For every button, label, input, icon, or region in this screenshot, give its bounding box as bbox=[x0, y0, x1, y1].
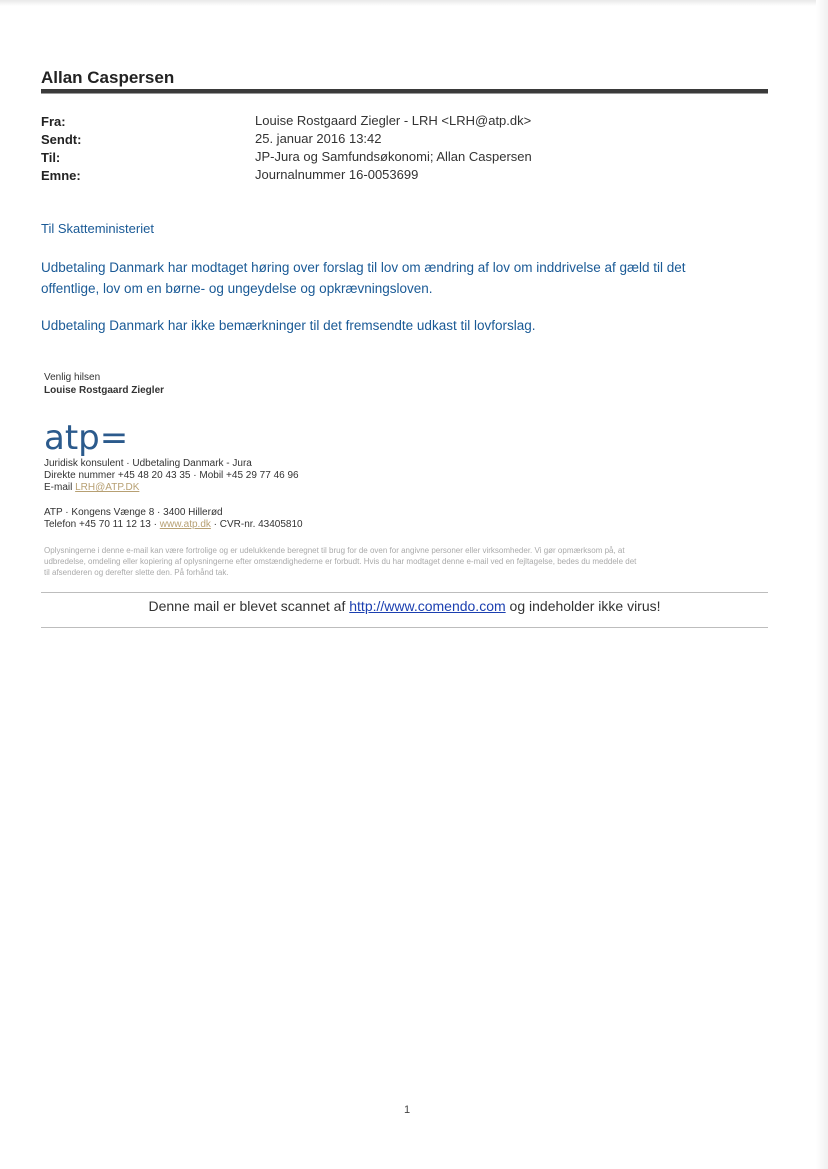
phone-prefix: Telefon +45 70 11 12 13 · bbox=[44, 519, 157, 530]
phone-line bbox=[44, 519, 303, 531]
disclaimer-line-1: Oplysningerne i denne e-mail kan være fortrolige og er udelukkende beregnet til brug for de oven for angivne personer eller virksomheder. Vi gør opmærksom på, at bbox=[44, 546, 625, 555]
atp-logo-text: atp= bbox=[44, 424, 129, 458]
scan-right-edge bbox=[816, 0, 828, 1169]
scan-notice-bottom-rule bbox=[41, 627, 768, 628]
sent-value: 25. januar 2016 13:42 bbox=[255, 131, 382, 146]
from-value: Louise Rostgaard Ziegler - LRH <LRH@atp.dk> bbox=[255, 113, 532, 128]
title-rule bbox=[41, 89, 768, 94]
email-line bbox=[44, 482, 139, 494]
email-link[interactable]: LRH@ATP.DK bbox=[75, 482, 140, 493]
to-label: Til: bbox=[41, 150, 61, 165]
atp-logo bbox=[44, 424, 134, 458]
disclaimer bbox=[44, 545, 768, 578]
to-value: JP-Jura og Samfundsøkonomi; Allan Caspersen bbox=[255, 149, 532, 164]
scan-notice-prefix: Denne mail er blevet scannet af bbox=[148, 598, 346, 614]
address: ATP · Kongens Vænge 8 · 3400 Hillerød bbox=[44, 507, 223, 518]
subject-value: Journalnummer 16-0053699 bbox=[255, 167, 419, 182]
paragraph-1-line-1: Udbetaling Danmark har modtaget høring over forslag til lov om ændring af lov om inddrivelse af gæld til det bbox=[41, 260, 686, 275]
closing: Venlig hilsen bbox=[44, 372, 101, 383]
subject-label: Emne: bbox=[41, 168, 81, 183]
paragraph-2: Udbetaling Danmark har ikke bemærkninger til det fremsendte udkast til lovforslag. bbox=[41, 318, 536, 333]
signature-name: Louise Rostgaard Ziegler bbox=[44, 385, 165, 396]
scan-notice-top-rule bbox=[41, 592, 768, 593]
scan-notice bbox=[41, 598, 768, 614]
sender-name: Allan Caspersen bbox=[41, 68, 175, 87]
from-label: Fra: bbox=[41, 114, 66, 129]
cvr-number: · CVR-nr. 43405810 bbox=[213, 519, 303, 530]
job-title: Juridisk konsulent · Udbetaling Danmark - Jura bbox=[44, 458, 252, 469]
disclaimer-line-3: til afsenderen og derefter slette den. På forhånd tak. bbox=[44, 568, 229, 577]
direct-phone: Direkte nummer +45 48 20 43 35 · Mobil +45 29 77 46 96 bbox=[44, 470, 299, 481]
disclaimer-line-2: udbredelse, omdeling eller kopiering af oplysningerne efter omstændighederne er forbudt. Hvis du har modtaget denne e-mail ved en fejltagelse, bedes du meddele det bbox=[44, 557, 637, 566]
email-label: E-mail bbox=[44, 482, 73, 493]
page-number: 1 bbox=[404, 1104, 411, 1116]
sent-label: Sendt: bbox=[41, 132, 82, 147]
comendo-link[interactable]: http://www.comendo.com bbox=[349, 598, 506, 614]
greeting: Til Skatteministeriet bbox=[41, 221, 154, 236]
scan-notice-suffix: og indeholder ikke virus! bbox=[509, 598, 661, 614]
paragraph-1 bbox=[41, 257, 768, 299]
website-link[interactable]: www.atp.dk bbox=[159, 519, 211, 530]
paragraph-1-line-2: offentlige, lov om en børne- og ungeydelse og opkrævningsloven. bbox=[41, 281, 433, 296]
scan-top-edge bbox=[0, 0, 828, 6]
